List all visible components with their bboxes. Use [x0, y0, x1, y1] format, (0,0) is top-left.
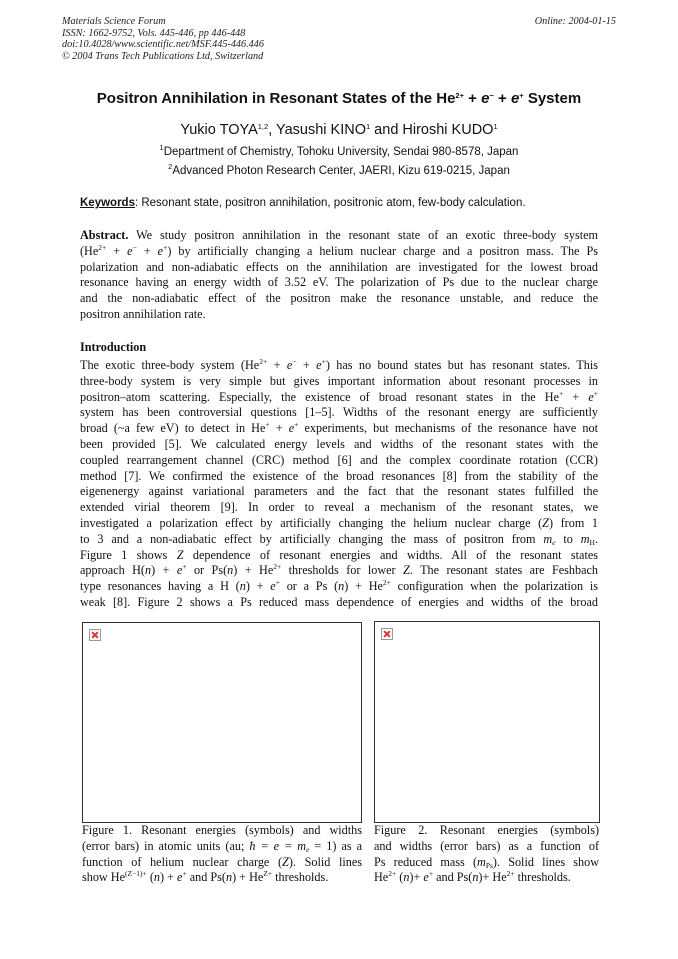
author-list: Yukio TOYA$^{1,2}$, Yasushi KINO$^1$ and Hiroshi KUDO$^1$	[180, 122, 498, 138]
issn-line: ISSN: 1662-9752, Vols. 445-446, pp 446-448	[62, 27, 246, 39]
section-heading-introduction: Introduction	[80, 340, 147, 354]
doi-line: doi:10.4028/www.scientific.net/MSF.445-446.446	[62, 39, 264, 51]
paper-title: Positron Annihilation in Resonant States of the $He^{2+} + e^- + e^+$ System	[96, 90, 582, 107]
intro-line: method [7]. We confirmed the existence of the broad resonances [8] from the stability of the	[80, 468, 598, 483]
intro-line: coupled rearrangement channel (CRC) method [6] and the complex coordinate rotation (CCR)	[80, 452, 598, 467]
caption-line: Figure 1. Resonant energies (symbols) and widths	[82, 823, 362, 837]
intro-line: system has been controversial questions [1–5]. Widths of the resonant energy are sufficiently	[80, 405, 598, 420]
intro-line: The exotic three-body system $(He^{2+} + e^- + e^+)$ has no bound states but has resonant states. This	[80, 357, 599, 372]
copyright-line: © 2004 Trans Tech Publications Ltd, Switzerland	[62, 50, 264, 62]
intro-line: eigenenergy against variational parameters and the fact that the resonant states fulfilled the	[80, 484, 598, 499]
online-date: Online: 2004-01-15	[534, 16, 616, 27]
affiliation-2: $^2$Advanced Photon Research Center, JAERI, Kizu 619-0215, Japan	[168, 162, 510, 177]
intro-line: to 3 and a non-adiabatic effect by artificially changing the mass of positron from $m_e$ to $m_H$.	[80, 531, 598, 547]
intro-line: investigated a polarization effect by artificially changing the helium nuclear charge (Z) from 1	[80, 515, 599, 530]
keywords	[80, 197, 600, 209]
caption-line: Figure 2. Resonant energies (symbols)	[374, 823, 599, 837]
intro-line: weak [8]. Figure 2 shows a Ps reduced mass dependence of energies and widths of the broad	[80, 594, 598, 609]
intro-line: extended virial theorem [9]. In order to reveal a mechanism of the resonant states, we	[80, 500, 598, 515]
intro-line: three-body system is very simple but gives important information about resonant processes in	[80, 373, 598, 388]
intro-line: approach H(n) + e+ or $Ps(n) + He^{2+}$ thresholds for lower Z. The resonant states are Feshbach	[80, 562, 599, 578]
abstract-line: positron annihilation rate.	[80, 306, 206, 321]
abstract-line: polarization and non-adiabatic effects on the annihilation are investigated for the lowest broad	[80, 259, 598, 274]
intro-line: Figure 1 shows Z dependence of resonant energies and widths. All of the resonant states	[80, 547, 598, 562]
figure-2-image	[374, 621, 600, 823]
abstract-line: $(He^{2+} + e^- + e^+)$ by artificially changing a helium nuclear charge and a positron mass. The Ps	[80, 242, 598, 258]
caption-line: $He^{2+}$ (n)+ e+ and $Ps(n)+ He^{2+}$ thresholds.	[374, 869, 571, 885]
journal-name: Materials Science Forum	[62, 16, 166, 27]
keywords-label: Keywords	[80, 197, 135, 209]
abstract	[80, 228, 598, 323]
broken-image-icon	[381, 628, 393, 640]
figure-2-caption	[374, 823, 599, 886]
introduction-body	[80, 358, 598, 611]
figure-1-caption	[82, 823, 362, 886]
figure-1-image	[82, 622, 362, 823]
intro-line: positron–atom scattering. Especially, the existence of broad resonant states in the He+ + e+	[80, 388, 598, 404]
abstract-label: Abstract.	[80, 228, 129, 242]
affiliation-1: $^1$Department of Chemistry, Tohoku University, Sendai 980-8578, Japan	[159, 143, 519, 158]
intro-line: broad (~a few eV) to detect in He+ + e+ experiments, but mechanisms of the resonance have not	[80, 420, 598, 436]
intro-line: type resonances having a H (n) + e+ or a Ps $(n) + He^{2+}$ configuration when the polarization is	[80, 578, 598, 594]
abstract-line: and the non-adiabatic effect of the positron make the resonance unstable, and reduce the	[80, 291, 598, 306]
broken-image-icon	[89, 629, 101, 641]
journal-header	[62, 16, 264, 62]
intro-line: been provided [5]. We calculated energy levels and widths of the resonant states with the	[80, 436, 598, 451]
caption-line: show $He^{(Z-1)+}$ (n) + e+ and $Ps(n) + He^{Z+}$ thresholds.	[82, 869, 329, 885]
caption-line: (error bars) in atomic units (au; ħ = $e = m_e = 1$) as a	[82, 838, 362, 854]
caption-line: function of helium nuclear charge (Z). Solid lines	[82, 854, 362, 869]
abstract-line: Abstract. We study positron annihilation in the resonant state of an exotic three-body system	[80, 228, 598, 242]
abstract-line: resonance having an energy width of 3.52 eV. The polarization of Ps due to the nuclear charge	[80, 275, 598, 290]
caption-line: and widths (error bars) as a function of	[374, 838, 599, 853]
caption-line: Ps reduced mass $(m_{Ps})$. Solid lines show	[374, 854, 599, 870]
keywords-text: : Resonant state, positron annihilation, positronic atom, few-body calculation.	[134, 197, 526, 209]
